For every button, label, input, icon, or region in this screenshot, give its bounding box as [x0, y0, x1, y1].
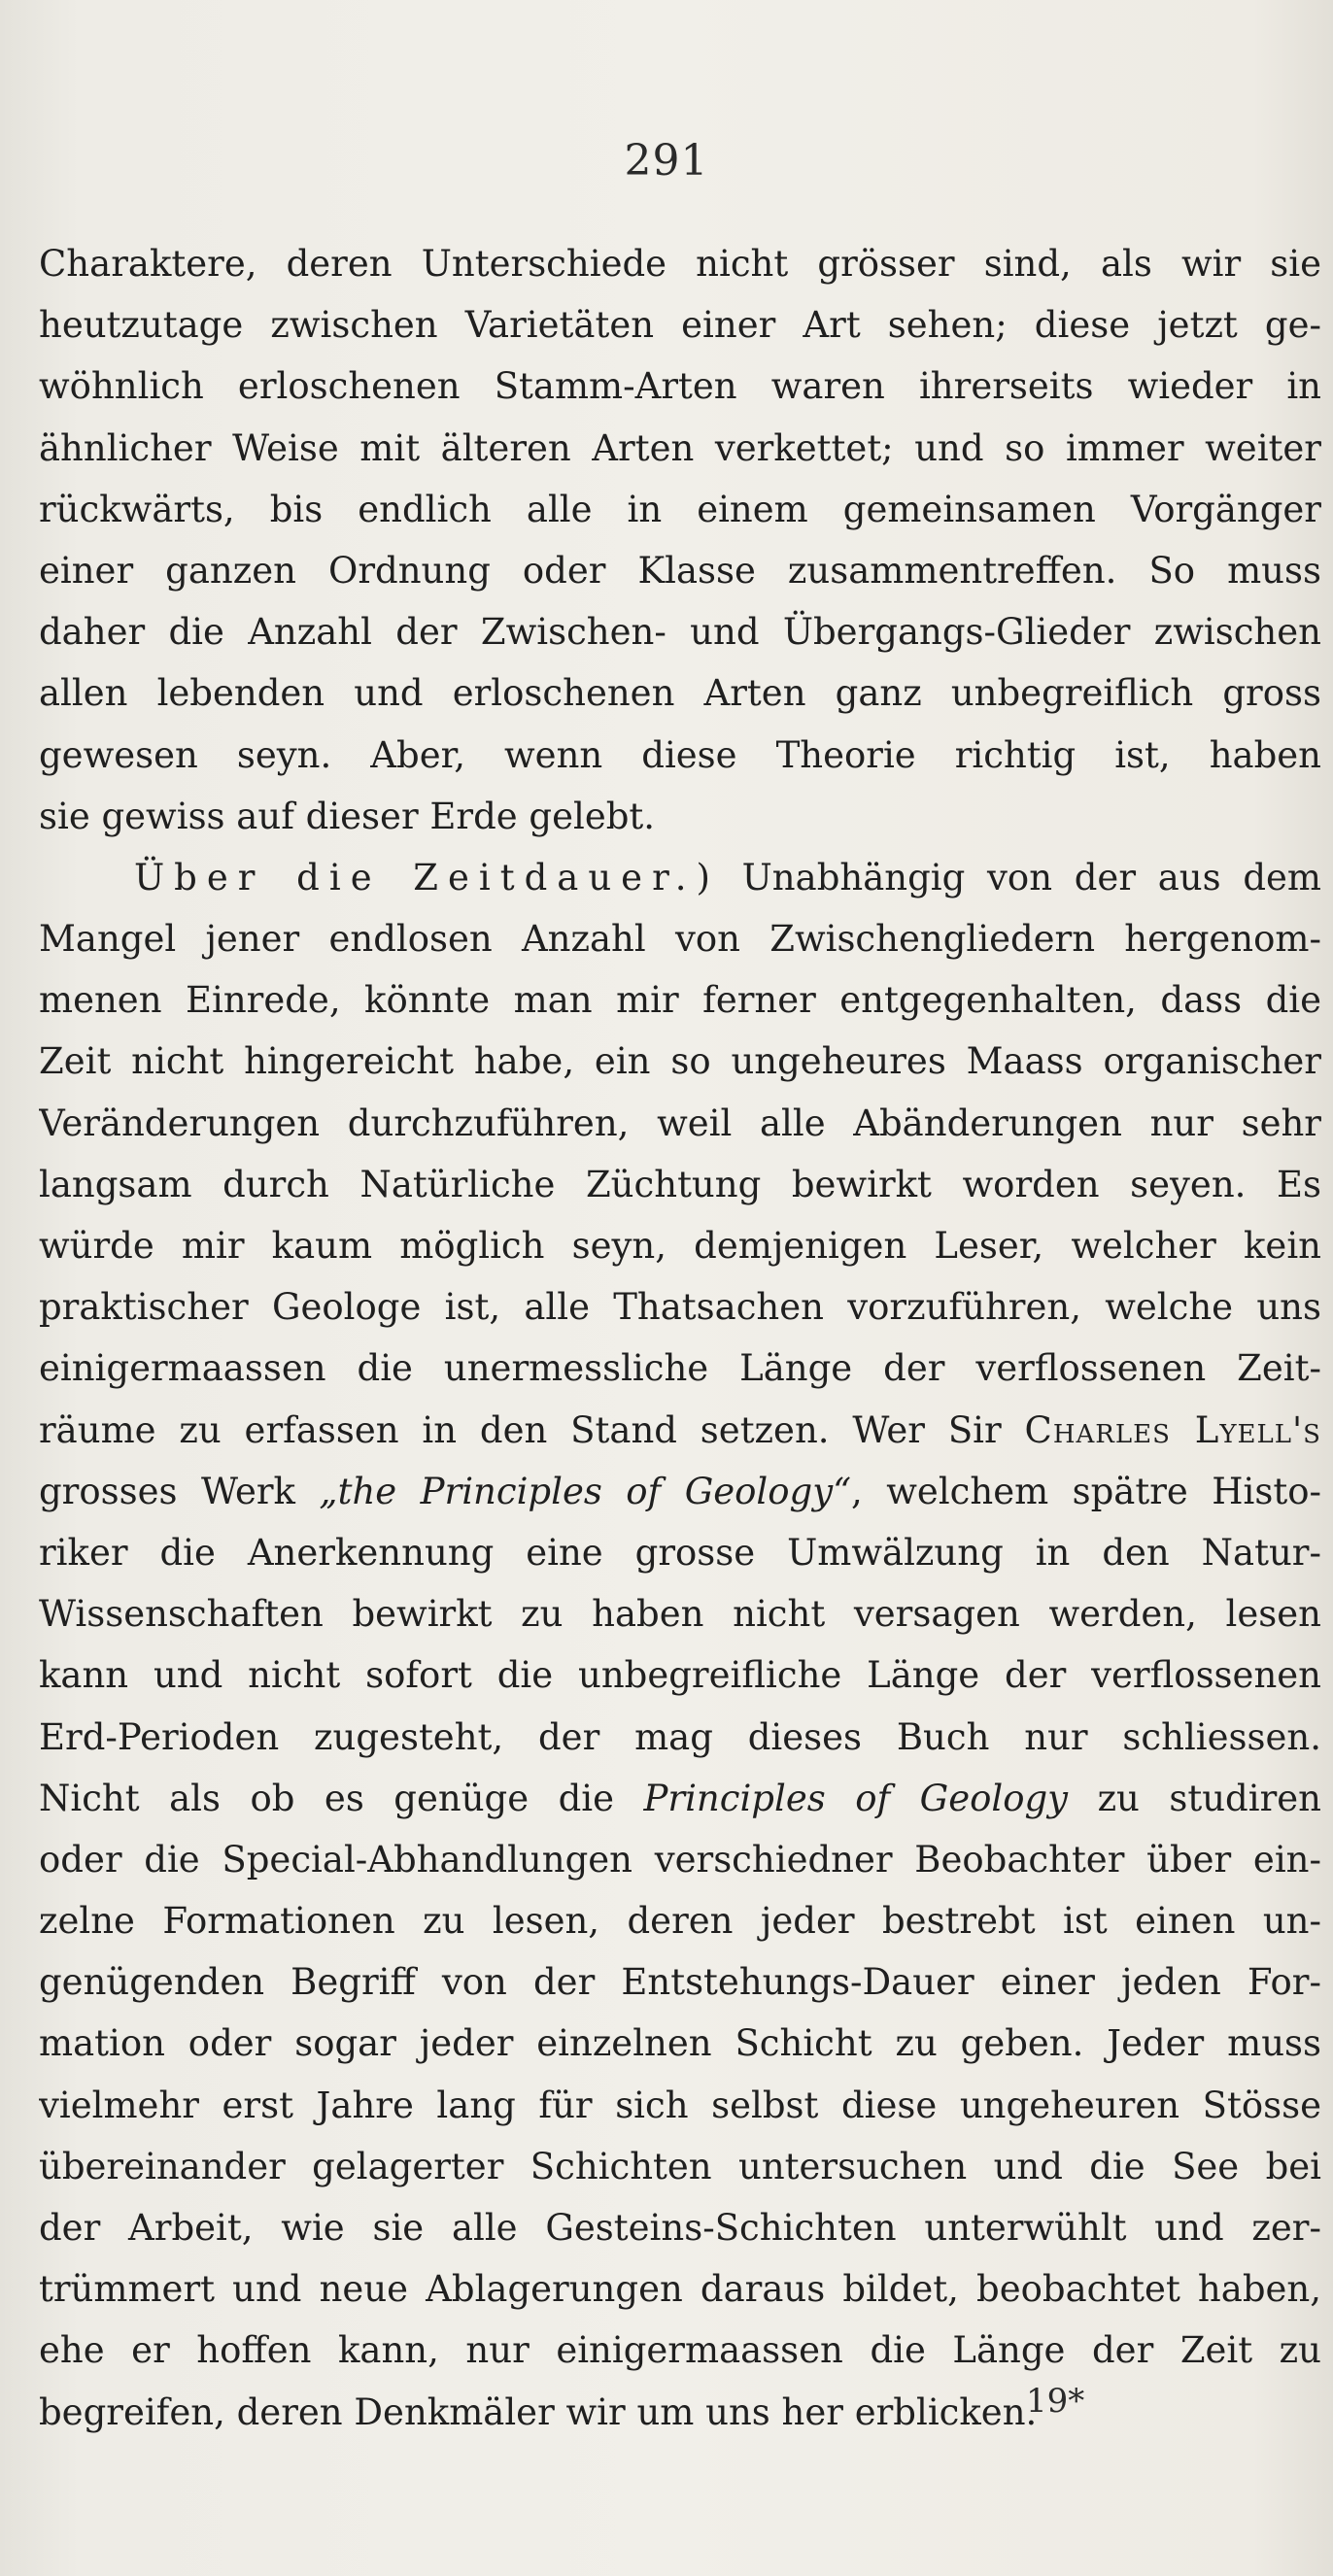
- text-line: heutzutage zwischen Varietäten einer Art sehen; diese jetzt ge-: [39, 304, 1321, 347]
- text-line: zelne Formationen zu lesen, deren jeder bestrebt ist einen un-: [39, 1900, 1321, 1943]
- text-line: Wissenschaften bewirkt zu haben nicht versagen werden, lesen: [39, 1593, 1321, 1636]
- text-line: würde mir kaum möglich seyn, demjenigen Leser, welcher kein: [39, 1225, 1321, 1267]
- text-line: [39, 1461, 1321, 1522]
- author-name: Charles Lyell's: [1024, 1408, 1321, 1451]
- book-title: „the Principles of Geology“: [319, 1470, 852, 1512]
- text-fragment: , welchem spätre Histo-: [851, 1470, 1321, 1512]
- page-number: 291: [624, 136, 709, 186]
- text-line: allen lebenden und erloschenen Arten ganz unbegreiflich gross: [39, 672, 1321, 715]
- section-heading: Über die Zeitdauer.): [134, 856, 720, 898]
- text-line: sie gewiss auf dieser Erde gelebt.: [39, 795, 656, 837]
- text-line: praktischer Geologe ist, alle Thatsachen vorzuführen, welche uns: [39, 1286, 1321, 1329]
- text-line: Charaktere, deren Unterschiede nicht grösser sind, als wir sie: [39, 243, 1321, 285]
- text-fragment: Nicht als ob es genüge die: [39, 1777, 644, 1819]
- text-line: daher die Anzahl der Zwischen- und Übergangs-Glieder zwischen: [39, 611, 1321, 654]
- text-line: riker die Anerkennung eine grosse Umwälzung in den Natur-: [39, 1531, 1321, 1574]
- text-line: kann und nicht sofort die unbegreifliche Länge der verflossenen: [39, 1654, 1321, 1697]
- text-line: oder die Special-Abhandlungen verschiedner Beobachter über ein-: [39, 1838, 1321, 1881]
- text-line: genügenden Begriff von der Entstehungs-Dauer einer jeden For-: [39, 1961, 1321, 2004]
- text-line: einigermaassen die unermessliche Länge der verflossenen Zeit-: [39, 1347, 1321, 1390]
- text-line: mation oder sogar jeder einzelnen Schicht zu geben. Jeder muss: [39, 2022, 1321, 2065]
- text-line: vielmehr erst Jahre lang für sich selbst diese ungeheuren Stösse: [39, 2084, 1321, 2126]
- text-fragment: zu studiren: [1068, 1777, 1321, 1819]
- text-line: wöhnlich erloschenen Stamm-Arten waren ihrerseits wieder in: [39, 365, 1321, 408]
- text-line: Zeit nicht hingereicht habe, ein so ungeheures Maass organischer: [39, 1040, 1321, 1083]
- text-line: rückwärts, bis endlich alle in einem gemeinsamen Vorgänger: [39, 488, 1321, 530]
- text-fragment: grosses Werk: [39, 1470, 320, 1512]
- book-title: Principles of Geology: [643, 1777, 1069, 1819]
- text-line: ähnlicher Weise mit älteren Arten verkettet; und so immer weiter: [39, 426, 1321, 469]
- body-text: [39, 233, 1321, 2443]
- text-line: Veränderungen durchzuführen, weil alle Abänderungen nur sehr: [39, 1102, 1321, 1144]
- text-line: menen Einrede, könnte man mir ferner entgegenhalten, dass die: [39, 979, 1321, 1022]
- text-line: einer ganzen Ordnung oder Klasse zusammentreffen. So muss: [39, 549, 1321, 592]
- text-fragment: Unabhängig von der aus dem: [719, 856, 1321, 898]
- text-line: Erd-Perioden zugesteht, der mag dieses Buch nur schliessen.: [39, 1715, 1321, 1758]
- text-line: begreifen, deren Denkmäler wir um uns her erblicken.: [39, 2390, 1038, 2433]
- text-line: ehe er hoffen kann, nur einigermaassen die Länge der Zeit zu: [39, 2329, 1321, 2372]
- text-line: [39, 1400, 1321, 1461]
- text-line: trümmert und neue Ablagerungen daraus bildet, beobachtet haben,: [39, 2268, 1321, 2311]
- text-line: gewesen seyn. Aber, wenn diese Theorie richtig ist, haben: [39, 733, 1321, 776]
- text-line: [39, 1768, 1321, 1829]
- text-line: [39, 847, 1321, 908]
- text-line: der Arbeit, wie sie alle Gesteins-Schichten unterwühlt und zer-: [39, 2207, 1321, 2249]
- text-line: langsam durch Natürliche Züchtung bewirkt worden seyen. Es: [39, 1163, 1321, 1205]
- text-fragment: räume zu erfassen in den Stand setzen. Wer Sir: [39, 1408, 1025, 1451]
- text-line: Mangel jener endlosen Anzahl von Zwischengliedern hergenom-: [39, 918, 1321, 961]
- signature-mark: 19*: [1026, 2382, 1085, 2421]
- text-line: übereinander gelagerter Schichten untersuchen und die See bei: [39, 2145, 1321, 2187]
